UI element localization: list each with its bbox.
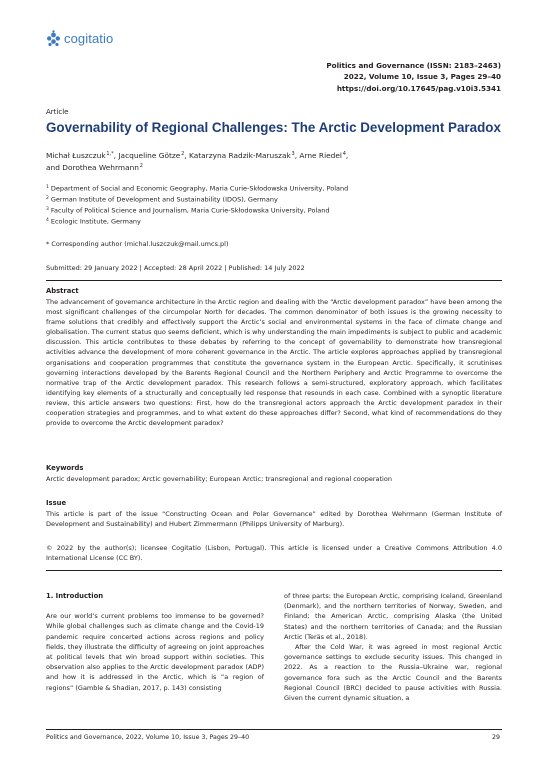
journal-info (326, 60, 501, 94)
affiliation-item (46, 183, 348, 194)
body-paragraph: After the Cold War, it was agreed in most regional Arctic governance settings to exclude security issues. This changed in 2022. As a reaction to the Russia–Ukraine war, regional governance fora such as the Arctic Council and the Barents Regional Council (BRC) decided to pause activities with Russia. Given the current dynamic situation, a (284, 643, 502, 703)
footer-journal: Politics and Governance, 2022, Volume 10, Issue 3, Pages 29–40 (46, 734, 250, 741)
affiliation-item (46, 205, 348, 216)
author-sup: 2 (181, 151, 185, 157)
journal-doi[interactable]: https://doi.org/10.17645/pag.v10i3.5341 (336, 83, 501, 93)
author-list: Michał Łuszczuk $^{1,*}$, Jacqueline Götze $^2$, Katarzyna Radzik-Maruszak $^3$, Arne Riedel $^4$, and Dorothea Wehrmann $^2$ (46, 151, 349, 172)
author-name: Michał Łuszczuk (46, 151, 106, 160)
page-number: 29 (491, 734, 500, 741)
body-paragraph: Are our world’s current problems too immense to be governed? While global challenges such as climate change and the Covid-19 pandemic require concerted actions across regions and policy fields, they illustrate the difficulty of agreeing on joint approaches at political levels that win broad support within societies. This observation also applies to the Arctic development paradox (ADP) and how it is addressed in the Arctic, which is “a region of regions” (Gamble & Shadian, 2017, p. 143) consisting (46, 612, 264, 692)
article-title: Governability of Regional Challenges: The Arctic Development Paradox (46, 120, 501, 135)
corresponding-author: * Corresponding author (michal.luszczuk@mail.umcs.pl) (46, 240, 229, 248)
article-type: Article (46, 108, 69, 116)
body-paragraph: of three parts: the European Arctic, comprising Iceland, Greenland (Denmark), and the northern territories of Norway, Sweden, and Finland; the American Arctic, comprising Alaska (the United States) and the northern territories of Canada; and the Russian Arctic (Teräs et al., 2018). (284, 592, 502, 641)
affiliation-text: Faculty of Political Science and Journalism, Maria Curie-Skłodowska University, Poland (50, 206, 330, 215)
affiliation-num: 2 (46, 196, 49, 202)
abstract-label: Abstract (46, 287, 79, 295)
keywords-label: Keywords (46, 464, 84, 472)
affiliation-num: 3 (46, 207, 49, 213)
author-name: Jacqueline Götze (118, 151, 181, 160)
section-heading: 1. Introduction (46, 592, 104, 600)
left-column (46, 591, 264, 693)
keywords-text: Arctic development paradox; Arctic governability; European Arctic; transregional and regional cooperation (46, 475, 392, 483)
publication-dates: Submitted: 29 January 2022 | Accepted: 28 April 2022 | Published: 14 July 2022 (46, 264, 305, 272)
divider (46, 280, 502, 281)
author-sup: 1,* (106, 151, 114, 157)
author-name: Katarzyna Radzik-Maruszak (188, 151, 291, 160)
affiliation-text: Ecologic Institute, Germany (50, 217, 141, 226)
issue-label: Issue (46, 499, 67, 507)
cogitatio-logo-icon (46, 30, 61, 47)
abstract-text: The advancement of governance architecture in the Arctic region and dealing with the “Arctic development paradox” have been among the most significant challenges of the circumpolar North for decades. The common denominator of both issues is the growing necessity to frame solutions that credibly and effectively support the Arctic’s social and environmental systems in the face of climate change and globalisation. The current status quo seems deficient, which is why understanding the main impediments is subject to public and academic discussion. This article contributes to these debates by referring to the concept of governability to demonstrate how transregional activities advance the development of more coherent governance in the Arctic. The article explores approaches applied by transregional organisations and cooperation programmes that constitute the governance system in the European Arctic. Specifically, it scrutinises governing interactions developed by the Barents Regional Council and the Northern Periphery and Arctic Programme to overcome the normative trap of the Arctic development paradox. This research follows a semi-structured, exploratory approach, which facilitates identifying key elements of a structurally and conceptually led response that resounds in each case. Combined with a synoptic literature review, this article answers two questions: First, how do the transregional actors approach the Arctic development paradox in their cooperation strategies and programmes, and to what extent do these approaches differ? Second, what kind of recommendations do they provide to overcome the Arctic development paradox? (46, 298, 502, 428)
license-text: © 2022 by the author(s); licensee Cogitatio (Lisbon, Portugal). This article is licensed under a Creative Commons Attribution 4.0 International License (CC BY). (46, 544, 502, 563)
cogitatio-logo[interactable] (46, 30, 113, 47)
author-name: Dorothea Wehrmann (62, 163, 139, 172)
author-sup: 3 (291, 151, 295, 157)
author-sup: 2 (139, 163, 143, 169)
affiliation-num: 4 (46, 218, 49, 224)
journal-issn: Politics and Governance (ISSN: 2183–2463) (326, 61, 501, 70)
divider (46, 570, 502, 571)
affiliation-num: 1 (46, 185, 49, 190)
affiliation-item (46, 194, 348, 205)
author-name: Arne Riedel (299, 151, 342, 160)
right-column (284, 591, 502, 703)
affiliation-text: German Institute of Development and Sustainability (IDOS), Germany (50, 195, 278, 204)
footer-divider (46, 729, 502, 730)
journal-volume: 2022, Volume 10, Issue 3, Pages 29–40 (343, 72, 501, 82)
affiliation-item (46, 216, 348, 227)
issue-text: This article is part of the issue “Constructing Ocean and Polar Governance” edited by Dorothea Wehrmann (German Institute of Development and Sustainability) and Hubert Zimmermann (Philipps University of Marburg). (46, 510, 502, 529)
affiliation-text: Department of Social and Economic Geography, Maria Curie-Skłodowska University, Poland (50, 184, 349, 193)
logo-text: cogitatio (64, 31, 114, 46)
author-sup: 4 (342, 151, 346, 157)
affiliations (46, 183, 348, 227)
